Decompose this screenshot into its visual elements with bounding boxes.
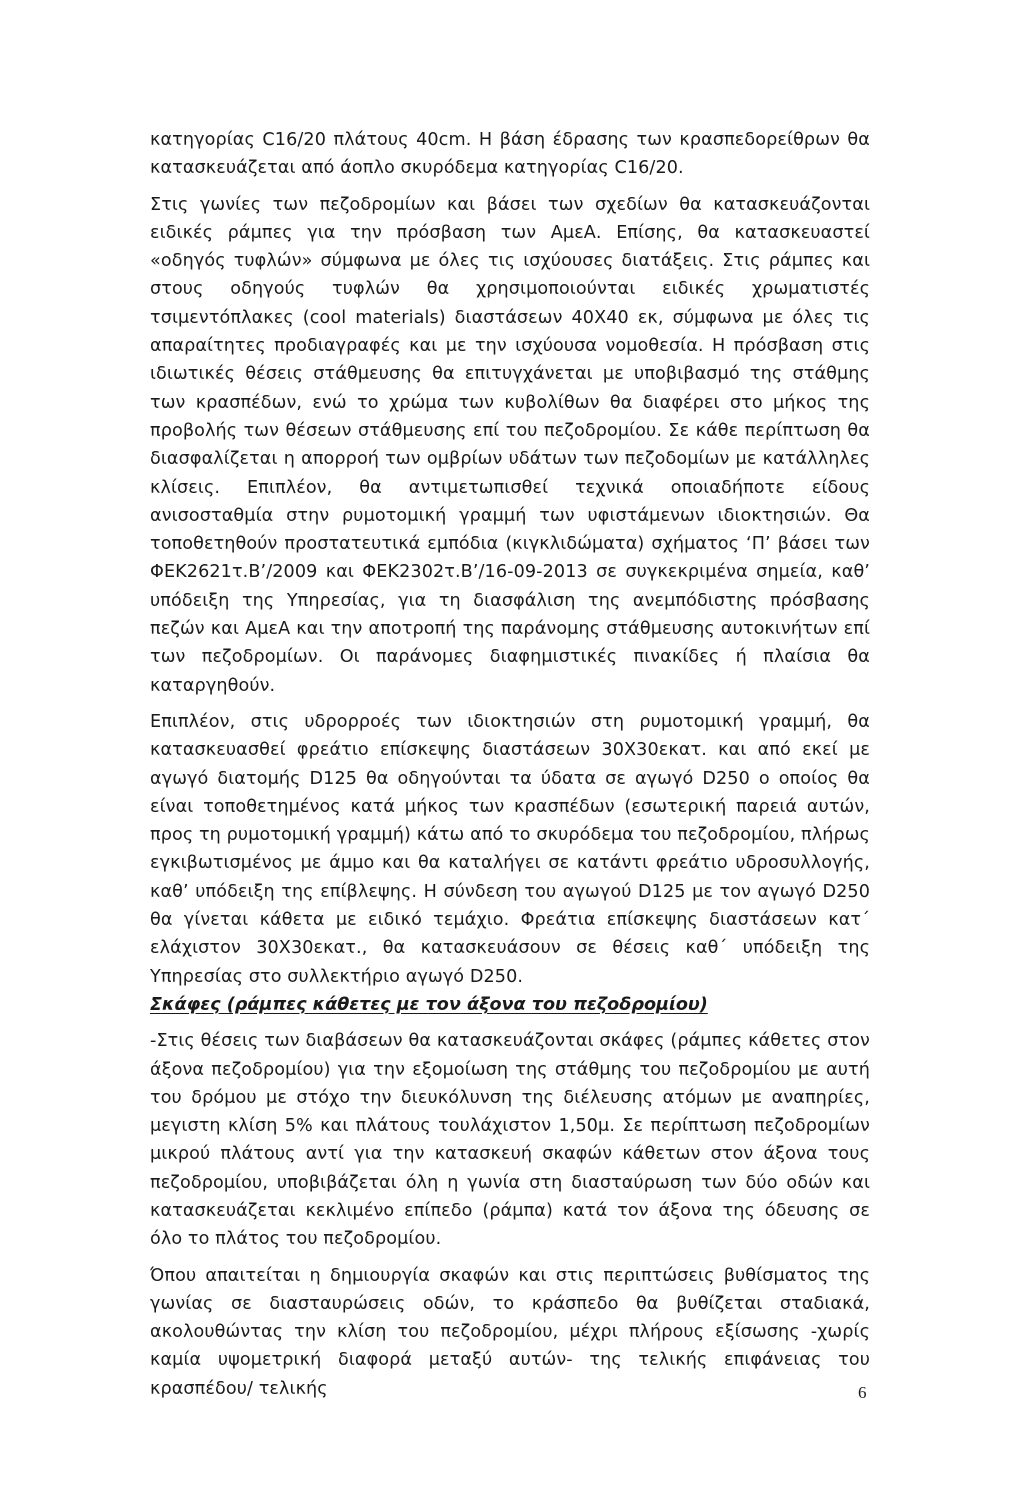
- paragraph-ramps-accessibility: Στις γωνίες των πεζοδρομίων και βάσει των σχεδίων θα κατασκευάζονται ειδικές ράμπες για την πρόσβαση των ΑμεΑ. Επίσης, θα κατασκευαστεί «οδηγός τυφλών» σύμφωνα με όλες τις ισχύουσες διατάξεις. Στις ράμπες και στους οδηγούς τυφλών θα χρησιμοποιούνται ειδικές χρωματιστές τσιμεντόπλακες (cool materials) διαστάσεων 40Χ40 εκ, σύμφωνα με όλες τις απαραίτητες προδιαγραφές και με την ισχύουσα νομοθεσία. Η πρόσβαση στις ιδιωτικές θέσεις στάθμευσης θα επιτυγχάνεται με υποβιβασμό της στάθμης των κρασπέδων, ενώ το χρώμα των κυβολίθων θα διαφέρει στο μήκος της προβολής των θέσεων στάθμευσης επί του πεζοδρομίου. Σε κάθε περίπτωση θα διασφαλίζεται η απορροή των ομβρίων υδάτων των πεζοδομίων με κατάλληλες κλίσεις. Επιπλέον, θα αντιμετωπισθεί τεχνικά οποιαδήποτε είδους ανισοσταθμία στην ρυμοτομική γραμμή των υφιστάμενων ιδιοκτησιών. Θα τοποθετηθούν προστατευτικά εμπόδια (κιγκλιδώματα) σχήματος ‘Π’ βάσει των ΦΕΚ2621τ.Β’/2009 και ΦΕΚ2302τ.Β’/16-09-2013 σε συγκεκριμένα σημεία, καθ’ υπόδειξη της Υπηρεσίας, για τη διασφάλιση της ανεμπόδιστης πρόσβασης πεζών και ΑμεΑ και την αποτροπή της παράνομης στάθμευσης αυτοκινήτων επί των πεζοδρομίων. Οι παράνομες διαφημιστικές πινακίδες ή πλαίσια θα καταργηθούν.: [150, 194, 870, 696]
- paragraph-crossing-ramps: -Στις θέσεις των διαβάσεων θα κατασκευάζονται σκάφες (ράμπες κάθετες στον άξονα πεζοδρομίου) για την εξομοίωση της στάθμης του πεζοδρομίου με αυτή του δρόμου με στόχο την διευκόλυνση της διέλευσης ατόμων με αναπηρίες, μεγιστη κλίση 5% και πλάτους τουλάχιστον 1,50μ. Σε περίπτωση πεζοδρομίων μικρού πλάτους αντί για την κατασκευή σκαφών κάθετων στον άξονα τους πεζοδρομίου, υποβιβάζεται όλη η γωνία στη διασταύρωση των δύο οδών και κατασκευάζεται κεκλιμένο επίπεδο (ράμπα) κατά τον άξονα της όδευσης σε όλο το πλάτος του πεζοδρομίου.: [150, 1031, 870, 1250]
- paragraph-corner-lowering: Όπου απαιτείται η δημιουργία σκαφών και στις περιπτώσεις βυθίσματος της γωνίας σε διασταυρώσεις οδών, το κράσπεδο θα βυθίζεται σταδιακά, ακολουθώντας την κλίση του πεζοδρομίου, μέχρι πλήρους εξίσωσης -χωρίς καμία υψομετρική διαφορά μεταξύ αυτών- της τελικής επιφάνειας του κρασπέδου/ τελικής: [150, 1265, 870, 1399]
- section-heading: Σκάφες (ράμπες κάθετες με τον άξονα του πεζοδρομίου): [150, 994, 708, 1015]
- document-body: [150, 126, 870, 1403]
- page-number: 6: [858, 1383, 867, 1402]
- paragraph-curb-base: κατηγορίας C16/20 πλάτους 40cm. Η βάση έδρασης των κρασπεδορείθρων θα κατασκευάζεται από άοπλο σκυρόδεμα κατηγορίας C16/20.: [150, 130, 870, 179]
- paragraph-drainage: Επιπλέον, στις υδρορροές των ιδιοκτησιών στη ρυμοτομική γραμμή, θα κατασκευασθεί φρεάτιο επίσκεψης διαστάσεων 30Χ30εκατ. και από εκεί με αγωγό διατομής D125 θα οδηγούνται τα ύδατα σε αγωγό D250 ο οποίος θα είναι τοποθετημένος κατά μήκος των κρασπέδων (εσωτερική παρειά αυτών, προς τη ρυμοτομική γραμμή) κάτω από το σκυρόδεμα του πεζοδρομίου, πλήρως εγκιβωτισμένος με άμμο και θα καταλήγει σε κατάντι φρεάτιο υδροσυλλογής, καθ’ υπόδειξη της επίβλεψης. Η σύνδεση του αγωγού D125 με τον αγωγό D250 θα γίνεται κάθετα με ειδικό τεμάχιο. Φρεάτια επίσκεψης διαστάσεων κατ΄ ελάχιστον 30Χ30εκατ., θα κατασκευάσουν σε θέσεις καθ΄ υπόδειξη της Υπηρεσίας στο συλλεκτήριο αγωγό D250.: [150, 711, 870, 987]
